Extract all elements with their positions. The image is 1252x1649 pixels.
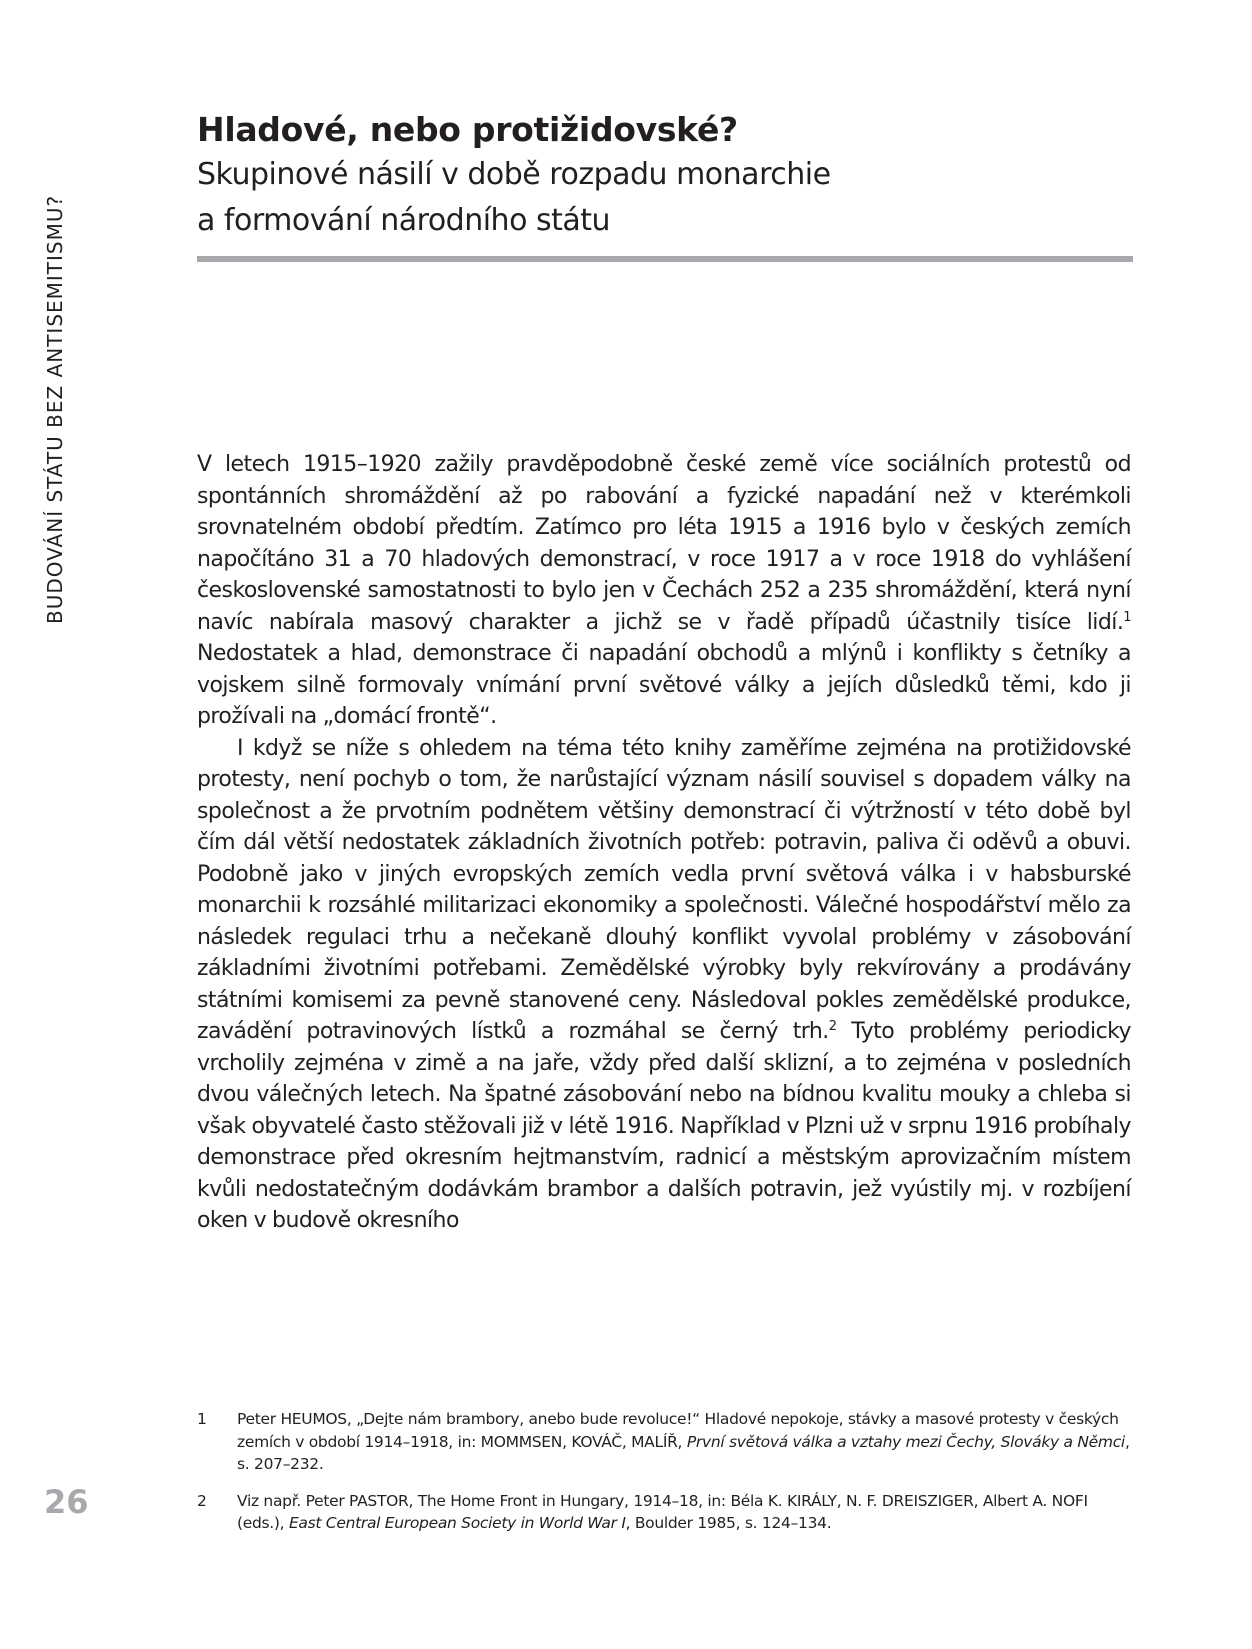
paragraph-1-text-b: Nedostatek a hlad, demonstrace či napadání obchodů a mlýnů i konflikty s četníky a vojskem silně formovaly vnímání první světové války a jejích důsledků těmi, kdo ji prožívali na „domácí frontě“. bbox=[197, 641, 1131, 729]
footnote-2-title: East Central European Society in World War I bbox=[288, 1514, 626, 1532]
footnote-1 bbox=[197, 1408, 1133, 1476]
chapter-subtitle-line-2: a formování národního státu bbox=[197, 203, 611, 238]
paragraph-2-text-b: Tyto problémy periodicky vrcholily zejména v zimě a na jaře, vždy před další sklizní, a to zejména v posledních dvou válečných letech. Na špatné zásobování nebo na bídnou kvalitu mouky a chleba si však obyvatelé často stěžovali již v létě 1916. Například v Plzni už v srpnu 1916 probíhaly demonstrace před okresním hejtmanstvím, radnicí a městským aprovizačním místem kvůli nedostatečným dodávkám brambor a dalších potravin, jež vyústily mj. v rozbíjení oken v budově okresního bbox=[197, 1019, 1131, 1233]
page-number: 26 bbox=[44, 1483, 89, 1521]
paragraph-2-text-a: I když se níže s ohledem na téma této knihy zaměříme zejména na protižidovské protesty, není pochyb o tom, že narůstající význam násilí souvisel s dopadem války na společnost a že prvotním podnětem většiny demonstrací či výtržností v této době byl čím dál větší nedostatek základních životních potřeb: potravin, paliva či oděvů a obuvi. Podobně jako v jiných evropských zemích vedla první světová válka i v habsburské monarchii k rozsáhlé militarizaci ekonomiky a společnosti. Válečné hospodářství mělo za následek regulaci trhu a nečekaně dlouhý konflikt vyvolal problémy v zásobování základními životními potřebami. Zemědělské výrobky byly rekvírovány a prodávány státními komisemi za pevně stanovené ceny. Následoval pokles zemědělské produkce, zavádění potravinových lístků a rozmáhal se černý trh. bbox=[197, 735, 1131, 1044]
footnote-1-text-a: Peter HEUMOS, „Dejte nám brambory, anebo bude revoluce!“ Hladové nepokoje, stávky a masové protesty v českých zemích v období 1914–1918, in: MOMMSEN, KOVÁČ, MALÍŘ, bbox=[237, 1410, 1119, 1451]
footnote-2-text-b: , Boulder 1985, s. 124–134. bbox=[625, 1514, 832, 1532]
footnote-2-number: 2 bbox=[197, 1491, 207, 1510]
footnote-1-text-b: , s. 207–232. bbox=[237, 1432, 1130, 1473]
footnote-2 bbox=[197, 1490, 1133, 1535]
paragraph-1-text-a: V letech 1915–1920 zažily pravděpodobně české země více sociálních protestů od spontánních shromáždění až po rabování a fyzické napadání než v kterémkoli srovnatelném období předtím. Zatímco pro léta 1915 a 1916 bylo v českých zemích napočítáno 31 a 70 hladových demonstrací, v roce 1917 a v roce 1918 do vyhlášení československé samostatnosti to bylo jen v Čechách 252 a 235 shromáždění, která nyní navíc nabírala masový charakter a jichž se v řadě případů účastnily tisíce lidí. bbox=[197, 452, 1131, 635]
footnotes bbox=[197, 1408, 1133, 1549]
chapter-header bbox=[197, 108, 1133, 244]
body-text bbox=[197, 449, 1131, 1237]
running-head: BUDOVÁNÍ STÁTU BEZ ANTISEMITISMU? bbox=[43, 194, 67, 624]
footnote-ref-1[interactable]: 1 bbox=[1123, 609, 1131, 625]
footnote-ref-2[interactable]: 2 bbox=[828, 1019, 837, 1034]
paragraph-2 bbox=[197, 733, 1131, 1237]
paragraph-1 bbox=[197, 449, 1131, 733]
chapter-subtitle-line-1: Skupinové násilí v době rozpadu monarchie bbox=[197, 157, 831, 192]
footnote-1-title: První světová válka a vztahy mezi Čechy, Slováky a Němci bbox=[686, 1432, 1125, 1451]
footnote-1-number: 1 bbox=[197, 1410, 207, 1428]
chapter-title: Hladové, nebo protižidovské? bbox=[197, 110, 738, 149]
title-divider bbox=[197, 256, 1133, 262]
footnote-2-text-a: Viz např. Peter PASTOR, The Home Front in Hungary, 1914–18, in: Béla K. KIRÁLY, N. F. DREISZIGER, Albert A. NOFI (eds.), bbox=[237, 1491, 1088, 1532]
